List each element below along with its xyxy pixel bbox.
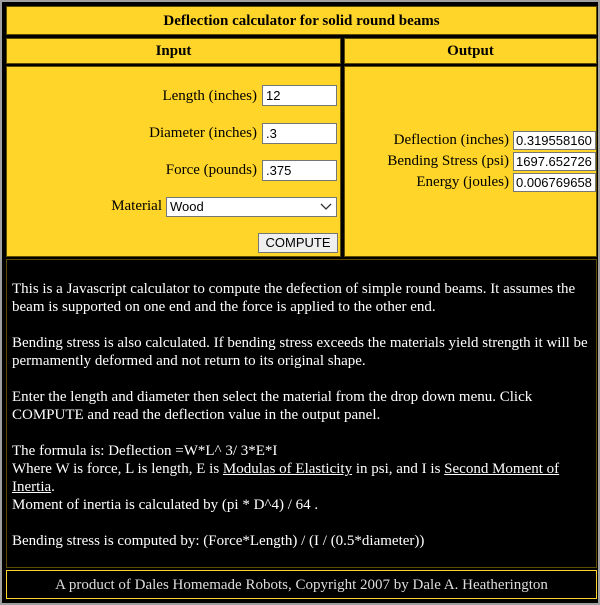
footer bbox=[6, 570, 597, 599]
second-moment-of-inertia-link[interactable]: Second Moment of Inertia bbox=[12, 461, 560, 495]
formula-line: The formula is: Deflection =W*L^ 3/ 3*E*I bbox=[12, 443, 278, 459]
compute-button[interactable]: COMPUTE bbox=[258, 233, 338, 253]
title-bar bbox=[6, 6, 597, 35]
length-input[interactable]: 12 bbox=[262, 85, 337, 106]
description-paragraph: Enter the length and diameter then select the material from the drop down menu. Click COMPUTE and read the deflection value in the output panel. bbox=[12, 389, 533, 423]
where-prefix: Where W is force, L is length, E is bbox=[12, 461, 223, 477]
formula-block bbox=[12, 442, 590, 514]
description-panel bbox=[6, 259, 597, 568]
stress-label: Bending Stress (psi) bbox=[387, 153, 509, 169]
deflection-output[interactable]: 0.319558160 bbox=[513, 131, 596, 150]
stress-output[interactable]: 1697.652726 bbox=[513, 152, 596, 171]
moment-line: Moment of inertia is calculated by (pi * D^4) / 64 . bbox=[12, 497, 319, 513]
stress-formula: Bending stress is computed by: (Force*Length) / (I / (0.5*diameter)) bbox=[12, 533, 425, 549]
footer-copyright: A product of Dales Homemade Robots, Copyright 2007 by Dale A. Heatherington bbox=[55, 577, 548, 593]
chevron-down-icon bbox=[320, 199, 332, 215]
where-middle: in psi, and I is bbox=[352, 461, 445, 477]
output-heading: Output bbox=[447, 43, 494, 59]
where-suffix: . bbox=[51, 479, 55, 495]
force-input[interactable]: .375 bbox=[262, 160, 337, 181]
input-heading: Input bbox=[155, 43, 192, 59]
modulus-of-elasticity-link[interactable]: Modulas of Elasticity bbox=[222, 461, 353, 477]
deflection-label: Deflection (inches) bbox=[393, 132, 509, 148]
diameter-input[interactable]: .3 bbox=[262, 123, 337, 144]
output-panel bbox=[344, 66, 597, 257]
material-select[interactable] bbox=[166, 197, 337, 217]
input-panel bbox=[6, 66, 341, 257]
input-header bbox=[6, 38, 341, 64]
description-paragraph: This is a Javascript calculator to compute the defection of simple round beams. It assumes the beam is supported on one end and the force is applied to the other end. bbox=[12, 281, 576, 315]
page-title: Deflection calculator for solid round beams bbox=[163, 13, 440, 29]
energy-label: Energy (joules) bbox=[416, 174, 509, 190]
length-label: Length (inches) bbox=[162, 88, 257, 104]
description-paragraph: Bending stress is also calculated. If bending stress exceeds the materials yield strength it will be permamently deformed and not return to its original shape. bbox=[12, 335, 588, 369]
diameter-label: Diameter (inches) bbox=[149, 125, 257, 141]
force-label: Force (pounds) bbox=[165, 162, 257, 178]
material-label: Material bbox=[111, 198, 162, 214]
energy-output[interactable]: 0.006769658 bbox=[513, 173, 596, 192]
material-selected-value: Wood bbox=[170, 199, 204, 214]
output-header bbox=[344, 38, 597, 64]
